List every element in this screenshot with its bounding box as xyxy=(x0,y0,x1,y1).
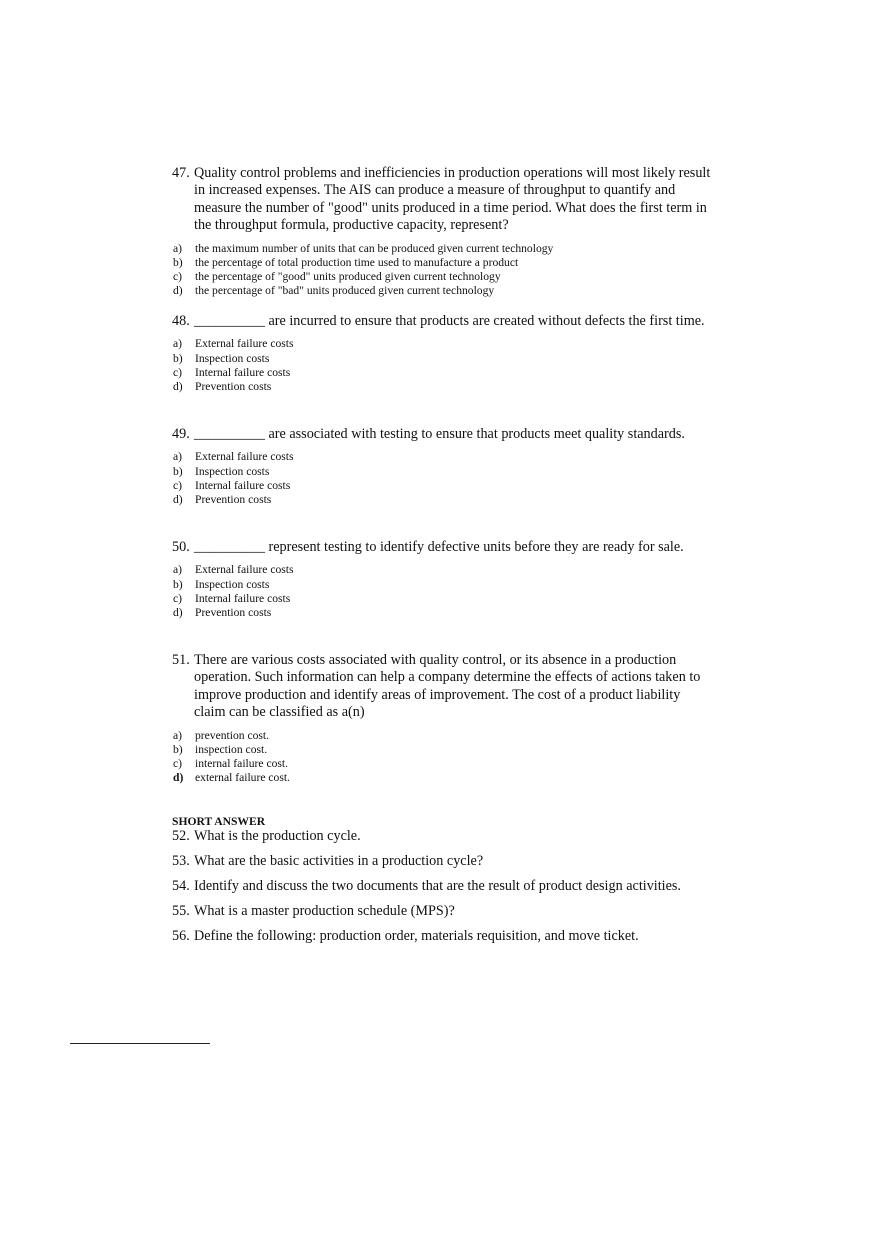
option-list xyxy=(172,337,712,394)
option-letter: a) xyxy=(173,337,183,351)
option xyxy=(172,366,712,380)
option-letter: d) xyxy=(173,284,183,298)
option-letter: c) xyxy=(173,757,183,771)
option-letter: d) xyxy=(173,493,183,507)
question-number: 48. xyxy=(172,313,190,329)
option-letter: a) xyxy=(173,563,183,577)
option-letter: b) xyxy=(173,255,183,269)
question-47 xyxy=(172,165,712,298)
option xyxy=(172,284,712,298)
question-number: 53. xyxy=(172,853,190,869)
option-text: External failure costs xyxy=(195,337,294,351)
option xyxy=(172,450,712,464)
option xyxy=(172,337,712,351)
question-text: What is the production cycle. xyxy=(194,828,361,844)
question-49 xyxy=(172,426,712,507)
option-text: the percentage of "good" units produced given current technology xyxy=(195,270,501,284)
question-text: __________ represent testing to identify defective units before they are ready for sale. xyxy=(194,539,684,555)
question-text: What are the basic activities in a production cycle? xyxy=(194,853,484,869)
question-number: 54. xyxy=(172,878,190,894)
question-text: Define the following: production order, materials requisition, and move ticket. xyxy=(194,928,639,944)
question-text: Quality control problems and inefficiencies in production operations will most likely result in increased expenses. The AIS can produce a measure of throughput to quantify and measure the number of "good" units produced in a time period. What does the first term in the throughput formula, productive capacity, represent? xyxy=(194,165,711,234)
question-text: Identify and discuss the two documents that are the result of product design activities. xyxy=(194,878,681,894)
option xyxy=(172,743,712,757)
short-answer-item xyxy=(172,828,732,845)
option xyxy=(172,465,712,479)
question-number: 56. xyxy=(172,928,190,944)
question-text: What is a master production schedule (MPS)? xyxy=(194,903,455,919)
option xyxy=(172,479,712,493)
option-text: external failure cost. xyxy=(195,771,290,785)
option-letter: d) xyxy=(173,380,183,394)
option-letter: b) xyxy=(173,464,183,478)
question-text: __________ are associated with testing to ensure that products meet quality standards. xyxy=(194,426,685,442)
question-48 xyxy=(172,313,712,394)
option-text: the maximum number of units that can be produced given current technology xyxy=(195,241,554,255)
short-answer-item xyxy=(172,878,732,895)
option xyxy=(172,757,712,771)
short-answer-item xyxy=(172,903,732,920)
option-text: Prevention costs xyxy=(195,493,272,507)
option-text: Inspection costs xyxy=(195,464,270,478)
option xyxy=(172,493,712,507)
option-text: External failure costs xyxy=(195,563,294,577)
option-list xyxy=(172,450,712,507)
option xyxy=(172,592,712,606)
option-list xyxy=(172,563,712,620)
option xyxy=(172,352,712,366)
option-letter: a) xyxy=(173,728,183,742)
option-letter: d) xyxy=(173,606,183,620)
option-letter: c) xyxy=(173,478,183,492)
option-list xyxy=(172,242,712,299)
section-heading: SHORT ANSWER xyxy=(172,815,266,828)
option-list xyxy=(172,729,712,786)
short-answer-item xyxy=(172,928,732,945)
option xyxy=(172,578,712,592)
option-letter: b) xyxy=(173,351,183,365)
option-text: Prevention costs xyxy=(195,380,272,394)
option xyxy=(172,771,712,785)
option xyxy=(172,242,712,256)
question-50 xyxy=(172,539,712,620)
option-text: the percentage of "bad" units produced given current technology xyxy=(195,284,495,298)
question-number: 55. xyxy=(172,903,190,919)
option-text: the percentage of total production time used to manufacture a product xyxy=(195,255,519,269)
option-text: Inspection costs xyxy=(195,351,270,365)
option-text: inspection cost. xyxy=(195,742,268,756)
option-text: Inspection costs xyxy=(195,577,270,591)
question-number: 51. xyxy=(172,652,190,668)
option-text: Internal failure costs xyxy=(195,365,291,379)
option xyxy=(172,606,712,620)
short-answer-item xyxy=(172,853,732,870)
option xyxy=(172,270,712,284)
option-letter: c) xyxy=(173,365,183,379)
question-text: There are various costs associated with quality control, or its absence in a production operation. Such information can help a company determine the effects of actions taken to improve production and identify areas of improvement. The cost of a product liability claim can be classified as a(n) xyxy=(194,652,701,721)
question-number: 47. xyxy=(172,165,190,181)
option-letter: d) xyxy=(173,771,184,785)
option-letter: b) xyxy=(173,742,183,756)
option xyxy=(172,380,712,394)
question-51 xyxy=(172,652,712,785)
option-text: Internal failure costs xyxy=(195,478,291,492)
option-letter: c) xyxy=(173,591,183,605)
option-letter: a) xyxy=(173,241,183,255)
question-text: __________ are incurred to ensure that products are created without defects the first time. xyxy=(194,313,705,329)
option-letter: b) xyxy=(173,577,183,591)
question-number: 52. xyxy=(172,828,190,844)
option-letter: c) xyxy=(173,270,183,284)
question-number: 49. xyxy=(172,426,190,442)
option-text: prevention cost. xyxy=(195,728,270,742)
option xyxy=(172,563,712,577)
question-number: 50. xyxy=(172,539,190,555)
option xyxy=(172,256,712,270)
option-text: internal failure cost. xyxy=(195,757,289,771)
option-text: External failure costs xyxy=(195,450,294,464)
option-letter: a) xyxy=(173,450,183,464)
option xyxy=(172,729,712,743)
option-text: Prevention costs xyxy=(195,606,272,620)
footnote-separator xyxy=(70,1043,210,1044)
option-text: Internal failure costs xyxy=(195,591,291,605)
